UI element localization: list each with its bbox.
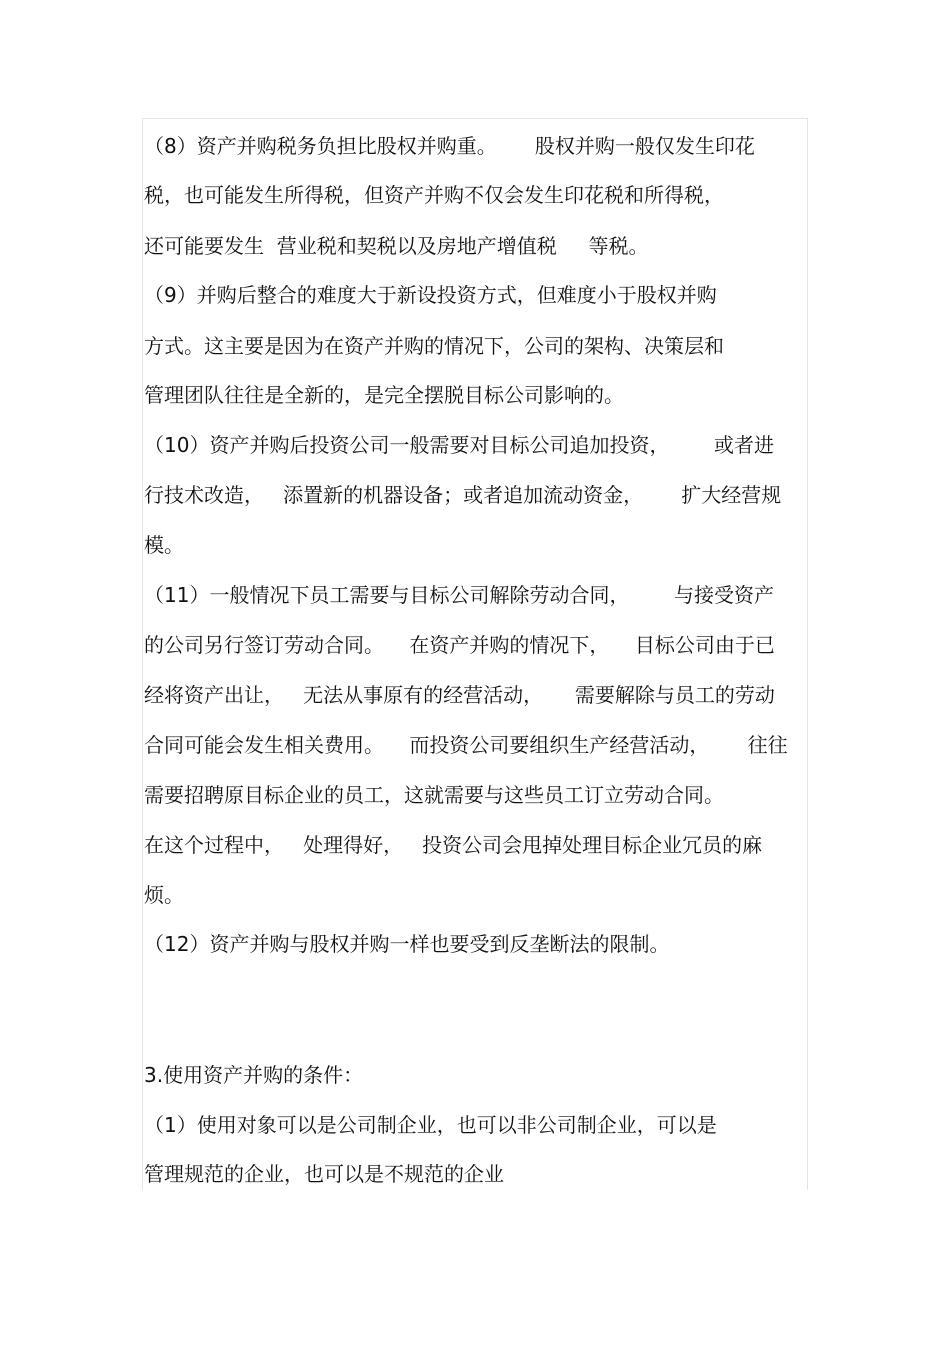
text-line-17: （12）资产并购与股权并购一样也要受到反垄断法的限制。 <box>144 932 670 956</box>
text-line-15: 在这个过程中， 处理得好， 投资公司会甩掉处理目标企业冗员的麻 <box>144 833 763 857</box>
text-line-7: （10）资产并购后投资公司一般需要对目标公司追加投资， 或者进 <box>144 433 774 457</box>
text-line-3: 还可能要发生 营业税和契税以及房地产增值税 等税。 <box>144 234 649 258</box>
text-line-20: 管理规范的企业，也可以是不规范的企业 <box>144 1162 504 1186</box>
section-heading: 3.使用资产并购的条件： <box>144 1063 364 1087</box>
text-line-5: 方式。这主要是因为在资产并购的情况下，公司的架构、决策层和 <box>144 334 724 358</box>
text-line-2: 税，也可能发生所得税，但资产并购不仅会发生印花税和所得税， <box>144 183 724 207</box>
text-line-11: 的公司另行签订劳动合同。 在资产并购的情况下， 目标公司由于已 <box>144 633 775 657</box>
text-line-10: （11）一般情况下员工需要与目标公司解除劳动合同， 与接受资产 <box>144 583 774 607</box>
text-line-4: （9）并购后整合的难度大于新设投资方式，但难度小于股权并购 <box>144 283 717 307</box>
text-line-16: 烦。 <box>144 883 184 907</box>
text-line-14: 需要招聘原目标企业的员工，这就需要与这些员工订立劳动合同。 <box>144 783 724 807</box>
text-line-12: 经将资产出让， 无法从事原有的经营活动， 需要解除与员工的劳动 <box>144 683 775 707</box>
text-line-19: （1）使用对象可以是公司制企业，也可以非公司制企业，可以是 <box>144 1113 717 1137</box>
text-line-13: 合同可能会发生相关费用。 而投资公司要组织生产经营活动， 往往 <box>144 733 788 757</box>
text-line-9: 模。 <box>144 533 184 557</box>
text-line-6: 管理团队往往是全新的，是完全摆脱目标公司影响的。 <box>144 383 624 407</box>
text-line-8: 行技术改造， 添置新的机器设备；或者追加流动资金， 扩大经营规 <box>144 483 782 507</box>
text-line-1: （8）资产并购税务负担比股权并购重。 股权并购一般仅发生印花 <box>144 134 755 158</box>
